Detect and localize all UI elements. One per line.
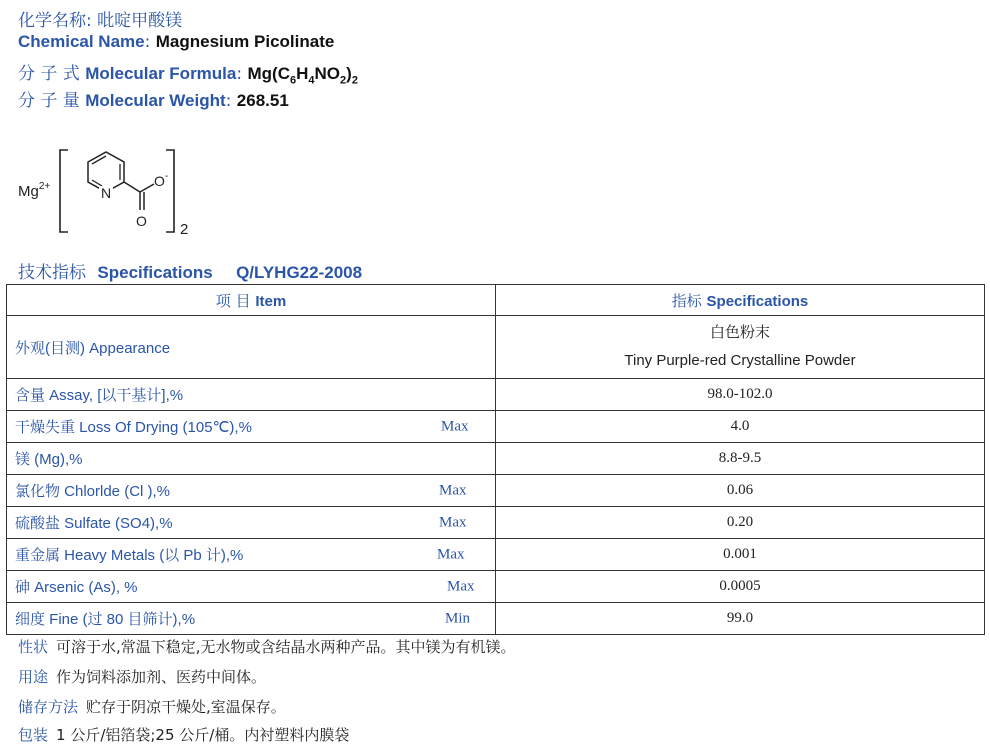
spec-header-cn: 指标	[671, 291, 702, 310]
limit-label: Min	[445, 610, 471, 626]
item-label: 细度 Fine (过 80 目筛计),%	[15, 611, 196, 628]
item-cell	[7, 507, 496, 539]
spec-value-cell: 0.001	[496, 539, 985, 571]
molecular-weight-sep: :	[225, 91, 232, 111]
note-line	[18, 696, 286, 717]
item-label: 氯化物 Chlorlde (Cl ),%	[15, 483, 171, 500]
spec-value-cell: 4.0	[496, 411, 985, 443]
specifications-title	[18, 258, 362, 283]
table-header-row	[7, 285, 985, 316]
note-line	[18, 636, 516, 657]
spec-title-en: Specifications	[97, 263, 213, 282]
item-cell	[7, 539, 496, 571]
left-bracket	[60, 150, 68, 232]
molecular-formula-line	[18, 59, 358, 86]
note-text: 1 公斤/铝箔袋;25 公斤/桶。内衬塑料内膜袋	[56, 726, 350, 744]
structural-formula	[10, 140, 210, 240]
item-label: 重金属 Heavy Metals (以 Pb 计),%	[15, 547, 244, 564]
spec-value-cell: 8.8-9.5	[496, 443, 985, 475]
molecular-formula-cn-label: 分 子 式	[18, 64, 80, 84]
molecular-weight-en-label: Molecular Weight	[85, 91, 226, 110]
spec-value-cell: 0.20	[496, 507, 985, 539]
item-label: 干燥失重 Loss Of Drying (105℃),%	[15, 419, 252, 436]
item-cell	[7, 379, 496, 411]
molecular-weight-cn-label: 分 子 量	[18, 91, 80, 111]
table-row	[7, 379, 985, 411]
table-row-appearance	[7, 316, 985, 379]
chemical-name-cn-value: 吡啶甲酸镁	[97, 11, 183, 31]
bracket-subscript: 2	[180, 221, 189, 238]
note-line	[18, 724, 349, 745]
spec-header-en: Specifications	[706, 292, 809, 310]
anion-oxygen: O-	[154, 171, 169, 189]
item-column-header	[7, 285, 496, 316]
spec-title-cn: 技术指标	[18, 263, 86, 283]
spec-value-cell: 0.0005	[496, 571, 985, 603]
appearance-value-cell	[496, 316, 985, 379]
item-header-cn: 项 目	[215, 291, 251, 310]
chemical-name-en-line	[18, 32, 334, 52]
spec-value-cell: 98.0-102.0	[496, 379, 985, 411]
appearance-label: 外观(目测) Appearance	[15, 339, 171, 357]
item-header-en: Item	[255, 292, 287, 310]
item-label: 硫酸盐 Sulfate (SO4),%	[15, 515, 173, 532]
table-row	[7, 475, 985, 507]
item-cell	[7, 571, 496, 603]
chemical-name-cn-line	[18, 6, 182, 31]
appearance-value-cn: 白色粉末	[709, 325, 770, 341]
table-row	[7, 571, 985, 603]
cation-label: $Mg^{2+}$	[18, 181, 51, 200]
table-row	[7, 507, 985, 539]
molecular-weight-line	[18, 86, 289, 111]
item-label: 含量 Assay, [以干基计],%	[15, 387, 184, 404]
right-bracket	[166, 150, 174, 232]
note-line	[18, 666, 266, 687]
appearance-value-en: Tiny Purple-red Crystalline Powder	[624, 352, 856, 369]
item-label: 镁 (Mg),%	[15, 451, 83, 468]
limit-label: Max	[447, 578, 475, 594]
item-label: 砷 Arsenic (As), %	[15, 579, 138, 596]
molecular-weight-value: 268.51	[236, 91, 289, 110]
limit-label: Max	[441, 418, 469, 434]
note-key: 包装	[18, 726, 49, 744]
molecular-formula-en-label: Molecular Formula	[85, 64, 237, 83]
note-text: 作为饲料添加剂、医药中间体。	[56, 668, 267, 686]
note-text: 贮存于阴凉干燥处,室温保存。	[86, 698, 286, 716]
note-key: 用途	[18, 668, 49, 686]
note-key: 储存方法	[18, 698, 79, 716]
item-cell	[7, 603, 496, 635]
table-row	[7, 603, 985, 635]
chemical-name-en-value: Magnesium Picolinate	[155, 32, 335, 51]
molecular-formula-sep: :	[236, 64, 243, 84]
ring-nitrogen: N	[101, 185, 112, 201]
table-row	[7, 411, 985, 443]
spec-standard: Q/LYHG22-2008	[236, 263, 363, 282]
spec-value-cell: 99.0	[496, 603, 985, 635]
chemical-name-cn-label: 化学名称:	[18, 11, 92, 31]
carbonyl-oxygen: O	[136, 213, 147, 229]
limit-label: Max	[437, 546, 465, 562]
limit-label: Max	[439, 482, 467, 498]
spec-column-header	[496, 285, 985, 316]
specifications-table	[6, 284, 985, 635]
item-cell	[7, 411, 496, 443]
appearance-label-cell	[7, 316, 496, 379]
spec-value-cell: 0.06	[496, 475, 985, 507]
item-cell	[7, 443, 496, 475]
chemical-name-en-label: Chemical Name	[18, 32, 145, 51]
table-row	[7, 443, 985, 475]
molecular-formula-value: $Mg(C_6H_4NO_2)_2$	[247, 64, 358, 87]
table-row	[7, 539, 985, 571]
note-text: 可溶于水,常温下稳定,无水物或含结晶水两种产品。其中镁为有机镁。	[56, 638, 516, 656]
note-key: 性状	[18, 638, 49, 656]
chemical-name-sep: :	[144, 32, 151, 52]
item-cell	[7, 475, 496, 507]
limit-label: Max	[439, 514, 467, 530]
